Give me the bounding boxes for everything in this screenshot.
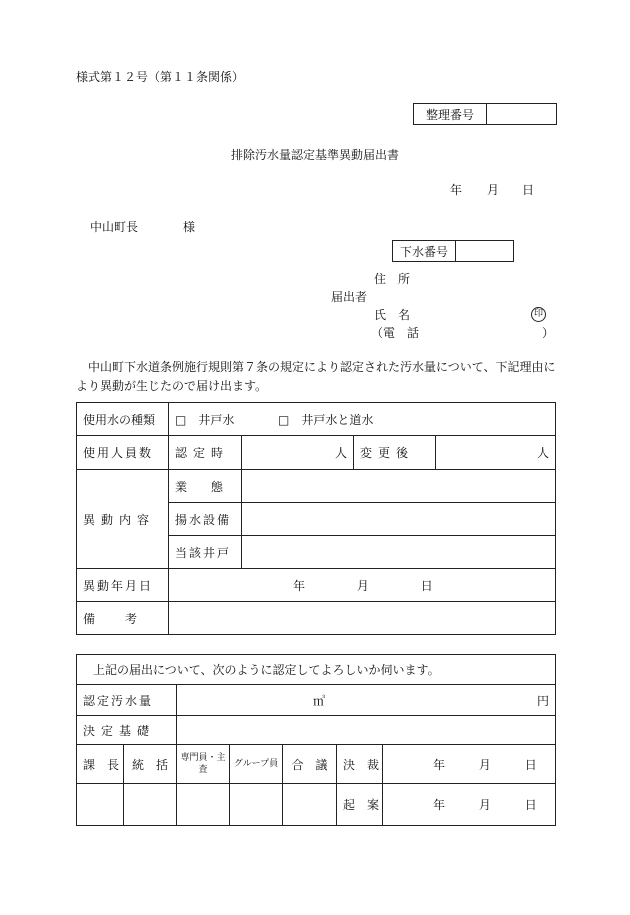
stamp-specialist[interactable]: [177, 784, 230, 826]
reference-number-box: [413, 103, 557, 125]
change-business-label: 業 態: [169, 470, 242, 503]
change-business-field[interactable]: [242, 470, 556, 503]
water-type-label: 使用水の種類: [77, 403, 169, 436]
approval-intro: 上記の届出について、次のように認定してよろしいか伺います。: [77, 655, 556, 685]
basis-label: 決定基礎: [77, 716, 177, 745]
change-content-label: 異動内容: [77, 470, 169, 569]
addressee-name: 中山町長: [90, 220, 139, 234]
volume-label: 認定汚水量: [77, 685, 177, 716]
role-draft: 起 案: [337, 784, 383, 826]
reference-number-field[interactable]: [487, 104, 557, 125]
name-label: 氏 名: [374, 308, 411, 322]
users-after-change-value[interactable]: 人: [436, 436, 556, 470]
volume-unit-m3: ㎥: [313, 693, 326, 708]
role-group: グループ員: [230, 745, 283, 784]
stamp-chief[interactable]: [77, 784, 124, 826]
phone-label: （電 話: [371, 326, 420, 340]
draft-date[interactable]: [383, 784, 556, 826]
basis-field[interactable]: [177, 716, 556, 745]
change-date-label: 異動年月日: [77, 569, 169, 602]
water-option-well-and-city[interactable]: □ 井戸水と道水: [278, 412, 374, 427]
applicant-label: 届出者: [331, 290, 368, 304]
sewer-number-box: [392, 240, 514, 262]
document-title: 排除汚水量認定基準異動届出書: [230, 148, 399, 162]
change-date-day: 日: [420, 578, 433, 593]
change-pump-label: 揚水設備: [169, 503, 242, 536]
role-supervisor: 統 括: [124, 745, 177, 784]
decision-date-day: 日: [524, 757, 537, 772]
sewer-number-field[interactable]: [456, 241, 514, 262]
main-table: [76, 402, 556, 635]
volume-unit-yen: 円: [536, 693, 549, 708]
body-paragraph: 中山町下水道条例施行規則第７条の規定により認定された汚水量について、下記理由により異動が生じたので届け出ます。: [76, 360, 556, 393]
role-consult: 合 議: [283, 745, 337, 784]
decision-date-year: 年: [433, 757, 446, 772]
change-pump-field[interactable]: [242, 503, 556, 536]
reference-number-label: 整理番号: [414, 104, 487, 125]
addressee-honorific: 様: [183, 220, 196, 234]
change-date-field[interactable]: [169, 569, 556, 602]
role-specialist: 専門員・主査: [177, 745, 230, 784]
users-after-change-label: 変更後: [354, 436, 436, 470]
users-label: 使用人員数: [77, 436, 169, 470]
change-well-field[interactable]: [242, 536, 556, 569]
approval-table: [76, 654, 556, 826]
change-well-label: 当該井戸: [169, 536, 242, 569]
seal-mark: [531, 305, 546, 322]
date-year: 年: [450, 183, 463, 197]
decision-date-month: 月: [478, 757, 491, 772]
draft-date-day: 日: [524, 798, 537, 812]
change-date-year: 年: [293, 578, 306, 593]
phone-close: ）: [542, 326, 555, 340]
volume-field[interactable]: [177, 685, 556, 716]
stamp-supervisor[interactable]: [124, 784, 177, 826]
draft-date-year: 年: [433, 798, 446, 812]
remarks-label: 備 考: [77, 602, 169, 635]
seal-icon: 印: [531, 307, 546, 322]
form-number: 様式第１２号（第１１条関係）: [76, 70, 245, 84]
role-chief: 課 長: [77, 745, 124, 784]
date-day: 日: [522, 183, 535, 197]
change-date-month: 月: [356, 578, 369, 593]
draft-date-month: 月: [478, 798, 491, 812]
water-option-well[interactable]: □ 井戸水: [175, 412, 235, 427]
water-type-options: [169, 403, 556, 436]
address-label: 住 所: [374, 272, 411, 286]
stamp-group[interactable]: [230, 784, 283, 826]
date-month: 月: [487, 183, 500, 197]
role-decision: 決 裁: [337, 745, 383, 784]
remarks-field[interactable]: [169, 602, 556, 635]
decision-date[interactable]: [383, 745, 556, 784]
users-at-cert-label: 認定時: [169, 436, 242, 470]
sewer-number-label: 下水番号: [393, 241, 456, 262]
stamp-consult[interactable]: [283, 784, 337, 826]
users-at-cert-value[interactable]: 人: [242, 436, 354, 470]
